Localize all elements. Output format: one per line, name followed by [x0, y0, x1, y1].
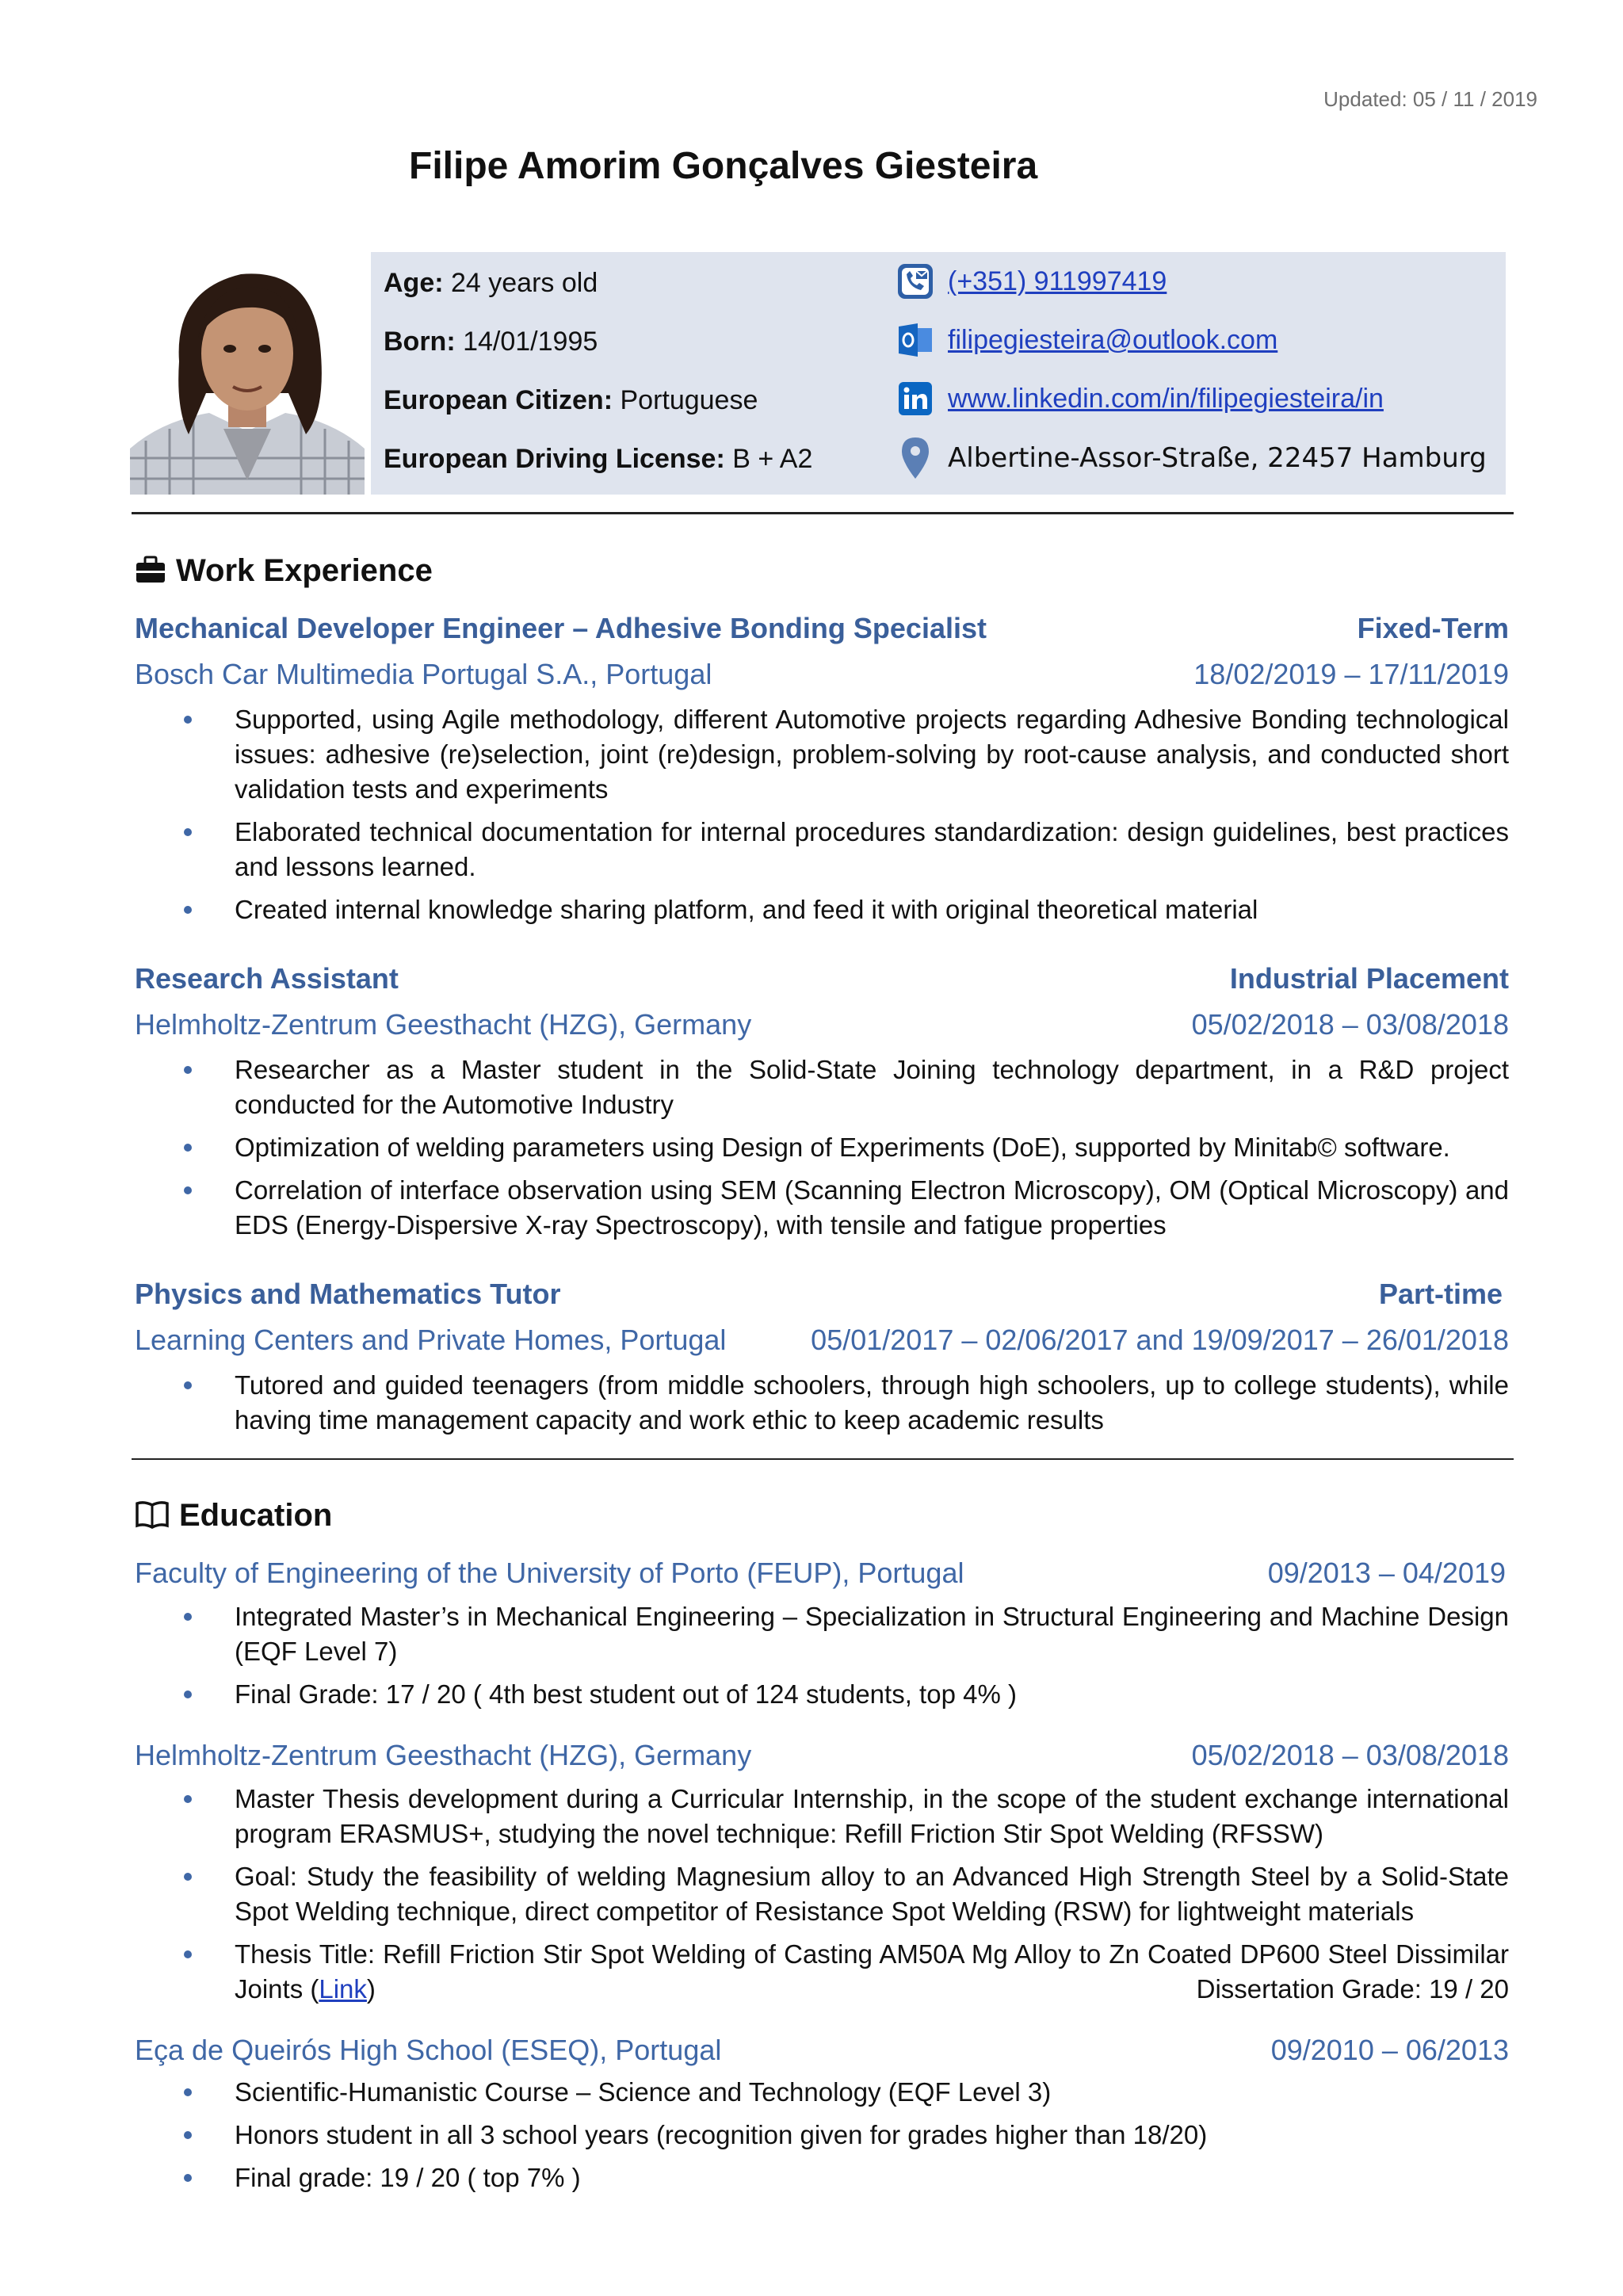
school-bullets	[181, 2075, 1509, 2203]
bullet-item: Researcher as a Master student in the Solid-State Joining technology department, in a R&D project conducted for the Automotive Industry	[181, 1052, 1509, 1122]
dissertation-grade: Dissertation Grade: 19 / 20	[1196, 1974, 1509, 2004]
job-type: Fixed-Term	[1357, 612, 1509, 644]
candidate-name: Filipe Amorim Gonçalves Giesteira	[409, 145, 1038, 187]
job-organization: Bosch Car Multimedia Portugal S.A., Portugal	[135, 658, 712, 690]
bullet-item: Honors student in all 3 school years (recognition given for grades higher than 18/20)	[181, 2118, 1509, 2153]
school-name: Faculty of Engineering of the University of Porto (FEUP), Portugal	[135, 1557, 964, 1589]
book-icon	[135, 1500, 170, 1537]
job-organization: Learning Centers and Private Homes, Portugal	[135, 1324, 727, 1356]
bullet-item: Goal: Study the feasibility of welding Magnesium alloy to an Advanced High Strength Steel by a Solid-State Spot Welding technique, direct competitor of Resistance Spot Welding (RSW) for lightweight materials	[181, 1859, 1509, 1929]
profile-photo	[130, 250, 365, 495]
school-name: Eça de Queirós High School (ESEQ), Portugal	[135, 2034, 722, 2066]
bullet-item: Supported, using Agile methodology, different Automotive projects regarding Adhesive Bonding technological issues: adhesive (re)selection, joint (re)design, problem-solving by root-cause analysis, and conducted short validation tests and experiments	[181, 702, 1509, 807]
license-row: European Driving License: B + A2	[384, 444, 813, 474]
job-bullets	[181, 1368, 1509, 1446]
bullet-item: Created internal knowledge sharing platform, and feed it with original theoretical material	[181, 892, 1509, 927]
job-organization: Helmholtz-Zentrum Geesthacht (HZG), Germany	[135, 1008, 752, 1041]
education-heading: Education	[135, 1498, 332, 1537]
outlook-icon	[897, 322, 934, 358]
linkedin-icon	[897, 380, 934, 417]
work-experience-heading: Work Experience	[135, 553, 433, 592]
job-bullets	[181, 702, 1509, 935]
bullet-item: Elaborated technical documentation for internal procedures standardization: design guidelines, best practices and lessons learned.	[181, 815, 1509, 884]
address-text: Albertine-Assor-Straße, 22457 Hamburg	[948, 442, 1487, 474]
bullet-item: Correlation of interface observation using SEM (Scanning Electron Microscopy), OM (Optical Microscopy) and EDS (Energy-Dispersive X-ray Spectroscopy), with tensile and fatigue properties	[181, 1173, 1509, 1243]
bullet-item: Scientific-Humanistic Course – Science and Technology (EQF Level 3)	[181, 2075, 1509, 2110]
job-title: Mechanical Developer Engineer – Adhesive Bonding Specialist	[135, 612, 987, 644]
thesis-link[interactable]: Link	[319, 1974, 367, 2004]
school-name: Helmholtz-Zentrum Geesthacht (HZG), Germany	[135, 1739, 752, 1771]
job-type: Part-time	[1378, 1278, 1503, 1310]
bullet-item: Final Grade: 17 / 20 ( 4th best student out of 124 students, top 4% )	[181, 1677, 1509, 1712]
location-pin-icon	[897, 436, 934, 472]
divider-top	[132, 512, 1514, 514]
job-dates: 18/02/2019 – 17/11/2019	[1193, 658, 1509, 690]
bullet-item: Final grade: 19 / 20 ( top 7% )	[181, 2160, 1509, 2195]
phone-link[interactable]: (+351) 911997419	[948, 266, 1167, 296]
divider-middle	[132, 1458, 1514, 1460]
linkedin-link[interactable]: www.linkedin.com/in/filipegiesteira/in	[948, 384, 1384, 414]
bullet-item: Optimization of welding parameters using Design of Experiments (DoE), supported by Minitab© software.	[181, 1130, 1509, 1165]
briefcase-icon	[135, 556, 166, 592]
thesis-bullet: Thesis Title: Refill Friction Stir Spot Welding of Casting AM50A Mg Alloy to Zn Coated DP600 Steel Dissimilar Joints (Link) Dissertation Grade: 19 / 20	[181, 1937, 1509, 2007]
bullet-item: Master Thesis development during a Curricular Internship, in the scope of the student exchange international program ERASMUS+, studying the novel technique: Refill Friction Stir Spot Welding (RFSSW)	[181, 1782, 1509, 1851]
school-bullets	[181, 1782, 1509, 2015]
phone-icon	[897, 263, 934, 300]
age-row: Age: 24 years old	[384, 268, 598, 298]
citizen-row: European Citizen: Portuguese	[384, 385, 758, 415]
personal-info-box	[371, 252, 1506, 495]
school-dates: 09/2010 – 06/2013	[1270, 2034, 1509, 2066]
born-row: Born: 14/01/1995	[384, 327, 598, 357]
job-title: Research Assistant	[135, 962, 399, 995]
email-link[interactable]: filipegiesteira@outlook.com	[948, 325, 1278, 355]
updated-date: Updated: 05 / 11 / 2019	[1323, 87, 1537, 111]
job-title: Physics and Mathematics Tutor	[135, 1278, 561, 1310]
school-bullets	[181, 1599, 1509, 1720]
job-type: Industrial Placement	[1229, 962, 1509, 995]
school-dates: 09/2013 – 04/2019	[1267, 1557, 1506, 1589]
job-dates: 05/01/2017 – 02/06/2017 and 19/09/2017 – 26/01/2018	[811, 1324, 1509, 1356]
job-bullets	[181, 1052, 1509, 1251]
bullet-item: Tutored and guided teenagers (from middle schoolers, through high schoolers, up to college students), while having time management capacity and work ethic to keep academic results	[181, 1368, 1509, 1438]
job-dates: 05/02/2018 – 03/08/2018	[1191, 1008, 1509, 1041]
school-dates: 05/02/2018 – 03/08/2018	[1191, 1739, 1509, 1771]
bullet-item: Integrated Master’s in Mechanical Engineering – Specialization in Structural Engineering and Machine Design (EQF Level 7)	[181, 1599, 1509, 1669]
